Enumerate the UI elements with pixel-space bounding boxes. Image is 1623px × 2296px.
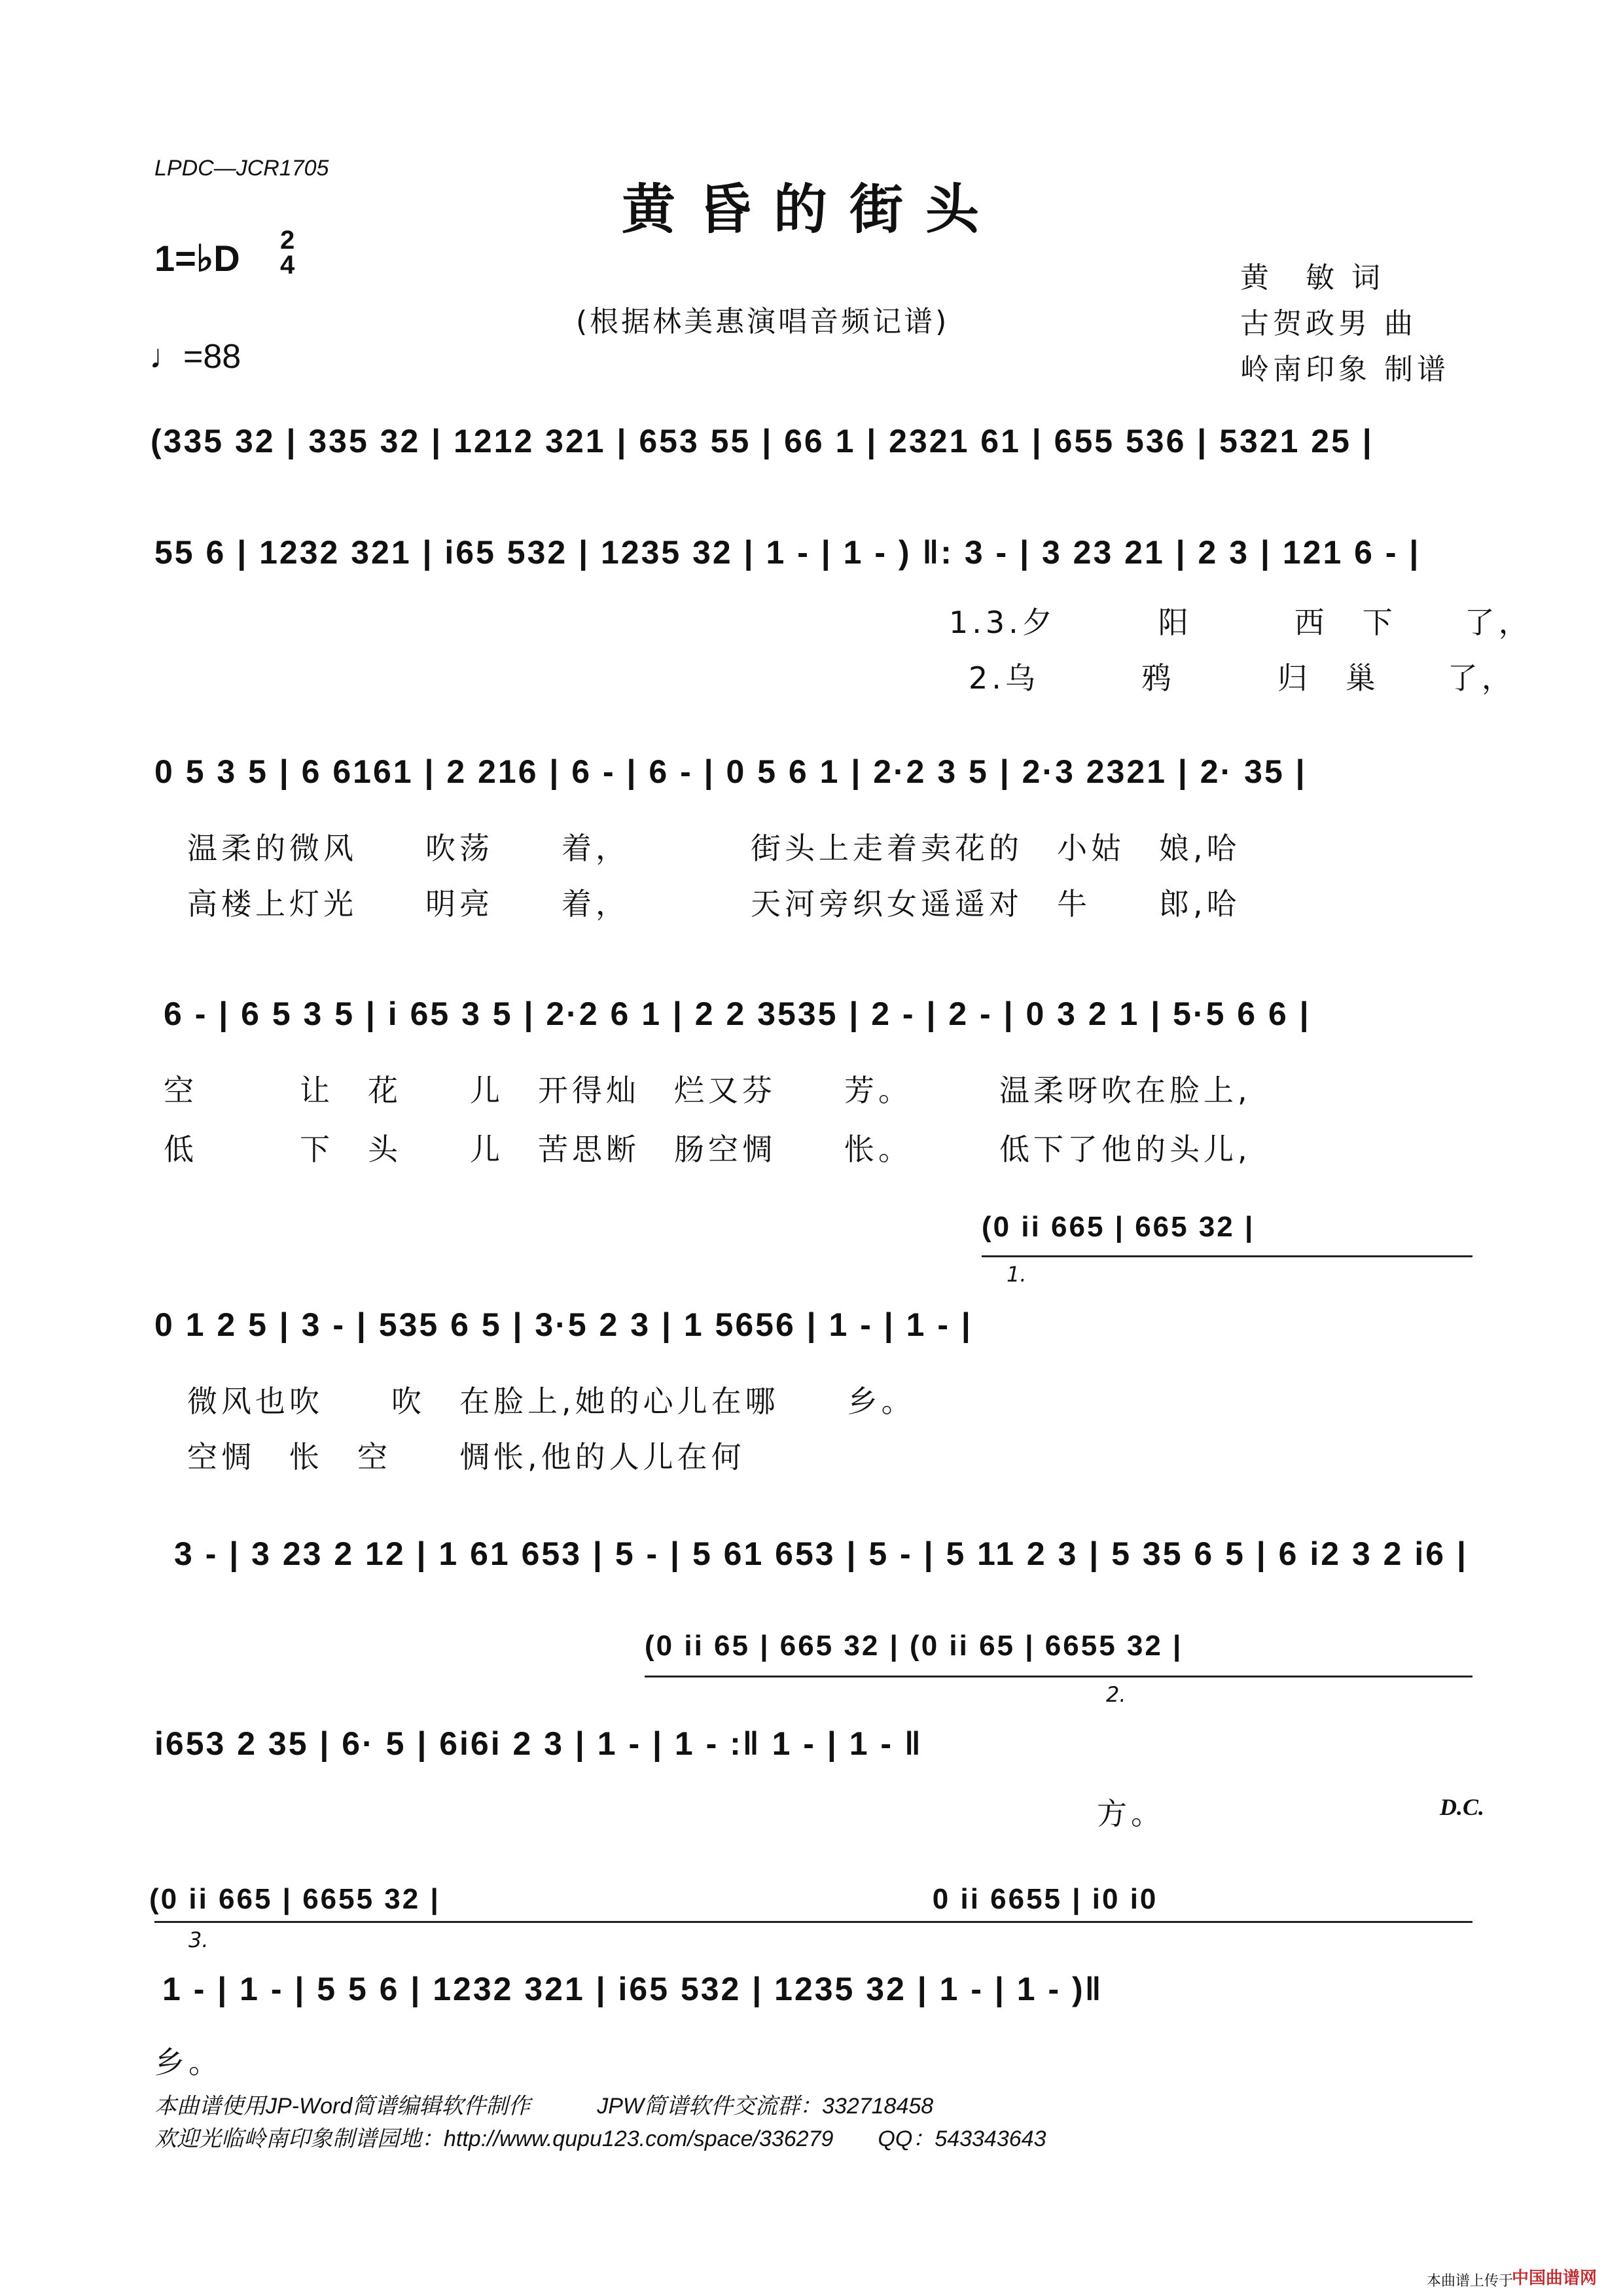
score-line-8-alt-notes: (0 ii 665 | 6655 32 | 0 ii 6655 | i0 i0: [149, 1883, 1158, 1915]
score-line-8-notes: 1 - | 1 - | 5 5 6 | 1232 321 | i65 532 | 1235 32 | 1 - | 1 - )‖: [162, 1971, 1103, 2007]
score-line-6-notes: 3 - | 3 23 2 12 | 1 61 653 | 5 - | 5 61 653 | 5 - | 5 11 2 3 | 5 35 6 5 | 6 i2 3 2 i6 |: [174, 1535, 1468, 1572]
credit-arranger: 岭南印象 制谱: [1240, 353, 1450, 386]
credit-composer: 古贺政男 曲: [1240, 307, 1417, 340]
page-title: 黄昏的街头: [621, 178, 1001, 241]
time-signature: [280, 228, 294, 278]
score-line-7-notes: i653 2 35 | 6· 5 | 6i6i 2 3 | 1 - | 1 - :‖ 1 - | 1 - ‖: [154, 1725, 923, 1762]
site-logo: 中国曲谱网: [1512, 2269, 1597, 2288]
volta-bracket-line-2: [645, 1676, 1472, 1677]
footer-line-2: 欢迎光临岭南印象制谱园地：http://www.qupu123.com/space/336279 QQ：543343643: [154, 2126, 1046, 2151]
score-line-4-lyric-1: 空 让 花 儿 开得灿 烂又芬 芳。 温柔呀吹在脸上,: [164, 1073, 1251, 1108]
da-capo-marking: D.C.: [1440, 1794, 1485, 1820]
volta-1-label: 1.: [1007, 1262, 1027, 1287]
score-line-7-alt-notes: (0 ii 65 | 665 32 | (0 ii 65 | 6655 32 |: [645, 1630, 1183, 1662]
footer-line-1: 本曲谱使用JP-Word简谱编辑软件制作 JPW简谱软件交流群：332718458: [154, 2094, 934, 2119]
score-line-5-lyric-1: 微风也吹 吹 在脸上,她的心儿在哪 乡。: [187, 1384, 916, 1419]
score-line-4-lyric-2: 低 下 头 儿 苦思断 肠空惆 怅。 低下了他的头儿,: [164, 1132, 1251, 1167]
score-line-2-lyric-1: 1.3.夕 阳 西 下 了，: [949, 605, 1533, 640]
score-line-3-lyric-1: 温柔的微风 吹荡 着， 街头上走着卖花的 小姑 娘,哈: [187, 831, 1241, 866]
score-line-2-notes: 55 6 | 1232 321 | i65 532 | 1235 32 | 1 - | 1 - ) ‖: 3 - | 3 23 21 | 2 3 | 121 6 - |: [154, 534, 1421, 571]
score-line-2-lyric-2: 2.乌 鸦 归 巢 了，: [969, 660, 1516, 696]
volta-3-label: 3.: [188, 1928, 209, 1952]
score-line-5-notes: 0 1 2 5 | 3 - | 535 6 5 | 3·5 2 3 | 1 5656 | 1 - | 1 - |: [154, 1306, 972, 1343]
key-signature: 1=♭D: [154, 238, 240, 279]
score-line-8-lyric-1: 乡。: [154, 2045, 223, 2080]
score-line-1-notes: (335 32 | 335 32 | 1212 321 | 653 55 | 66 1 | 2321 61 | 655 536 | 5321 25 |: [151, 423, 1374, 459]
tempo-marking: ♩=88: [149, 338, 241, 376]
subtitle: (根据林美惠演唱音频记谱): [576, 305, 950, 338]
volta-2-label: 2.: [1106, 1682, 1126, 1707]
score-code: LPDC—JCR1705: [154, 156, 329, 181]
credit-lyricist: 黄 敏 词: [1240, 261, 1384, 295]
upload-note: 本曲谱上传于: [1427, 2273, 1514, 2289]
score-line-7-lyric-1: 方。: [1097, 1796, 1165, 1831]
volta-bracket-line-3: [154, 1921, 1472, 1923]
score-line-5-alt-notes: (0 ii 665 | 665 32 |: [982, 1211, 1255, 1243]
time-top: 2: [280, 226, 295, 255]
score-line-3-notes: 0 5 3 5 | 6 6161 | 2 216 | 6 - | 6 - | 0 5 6 1 | 2·2 3 5 | 2·3 2321 | 2· 35 |: [154, 753, 1307, 790]
score-line-3-lyric-2: 高楼上灯光 明亮 着， 天河旁织女遥遥对 牛 郎,哈: [187, 886, 1241, 922]
score-line-5-lyric-2: 空惆 怅 空 惆怅,他的人儿在何: [187, 1439, 745, 1475]
volta-bracket-line: [982, 1255, 1472, 1257]
time-bottom: 4: [280, 251, 295, 279]
score-line-4-notes: 6 - | 6 5 3 5 | i 65 3 5 | 2·2 6 1 | 2 2 3535 | 2 - | 2 - | 0 3 2 1 | 5·5 6 6 |: [164, 996, 1311, 1032]
